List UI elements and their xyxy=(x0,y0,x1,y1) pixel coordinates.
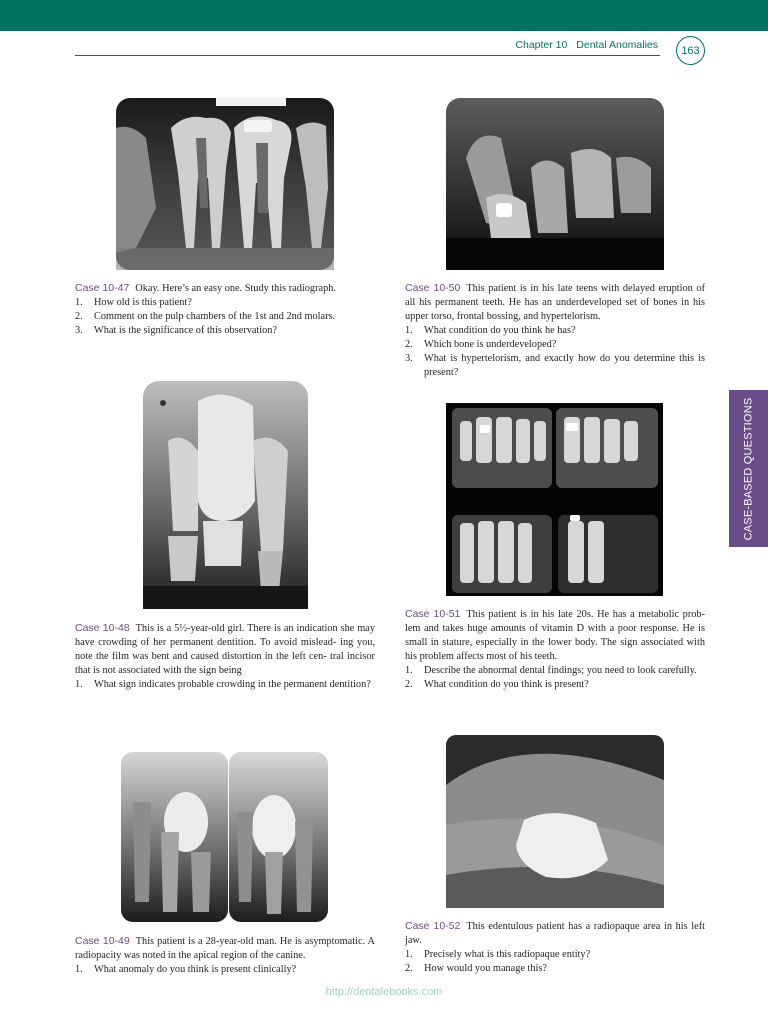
question-list xyxy=(75,963,375,977)
chapter-title: Dental Anomalies xyxy=(576,39,658,51)
question-item xyxy=(405,352,705,380)
question-text: Comment on the pulp chambers of the 1st and 2nd molars. xyxy=(94,311,336,322)
section-side-tab xyxy=(729,390,768,547)
case-label: Case 10-49 xyxy=(75,935,130,947)
radiograph-case-10-50 xyxy=(446,98,664,270)
radiograph-case-10-47 xyxy=(116,98,334,270)
question-list xyxy=(405,324,705,380)
case-10-50 xyxy=(405,281,705,380)
question-text: How would you manage this? xyxy=(424,963,547,974)
question-list xyxy=(75,678,375,692)
case-intro xyxy=(405,281,705,324)
question-number: 2. xyxy=(405,679,413,690)
question-item xyxy=(75,310,365,324)
case-intro xyxy=(75,621,375,678)
page-number-badge xyxy=(676,36,705,65)
question-item xyxy=(405,962,705,976)
header-rule xyxy=(75,55,660,56)
question-item xyxy=(75,963,375,977)
case-10-48 xyxy=(75,621,375,692)
radiograph-case-10-49-left xyxy=(121,752,228,922)
case-10-51 xyxy=(405,607,705,692)
case-intro xyxy=(75,281,365,296)
case-label: Case 10-48 xyxy=(75,622,130,634)
question-text: What sign indicates probable crowding in the permanent dentition? xyxy=(94,679,371,690)
case-label: Case 10-47 xyxy=(75,282,130,294)
question-number: 1. xyxy=(75,297,83,308)
question-number: 1. xyxy=(405,665,413,676)
question-number: 3. xyxy=(75,325,83,336)
case-intro-text: This patient is in his late 20s. He has a metabolic prob- lem and takes huge amounts of vitamin D with a poor response. He is small in stature, especially in the lower body. The sign associated with his problem affects most of his teeth. xyxy=(405,609,705,662)
question-text: What condition do you think is present? xyxy=(424,679,589,690)
question-item xyxy=(405,324,705,338)
question-text: Describe the abnormal dental findings; you need to look carefully. xyxy=(424,665,697,676)
radiograph-case-10-51 xyxy=(446,403,663,596)
question-number: 2. xyxy=(405,963,413,974)
question-text: Which bone is underdeveloped? xyxy=(424,339,557,350)
case-label: Case 10-52 xyxy=(405,920,461,932)
page-number: 163 xyxy=(681,44,700,57)
question-item xyxy=(75,324,365,338)
question-list xyxy=(75,296,365,338)
question-item xyxy=(405,338,705,352)
radiograph-case-10-48 xyxy=(143,381,308,609)
question-item xyxy=(75,678,375,692)
case-intro-text: This edentulous patient has a radiopaque area in his left jaw. xyxy=(405,921,705,946)
case-10-47 xyxy=(75,281,365,338)
question-number: 1. xyxy=(405,325,413,336)
chapter-number: Chapter 10 xyxy=(515,39,568,51)
question-number: 1. xyxy=(75,679,83,690)
question-text: What anomaly do you think is present clinically? xyxy=(94,964,297,975)
case-intro xyxy=(75,934,375,963)
footer-website-link[interactable] xyxy=(0,986,768,998)
question-number: 3. xyxy=(405,353,413,364)
radiograph-case-10-52 xyxy=(446,735,664,908)
question-text: Precisely what is this radiopaque entity? xyxy=(424,949,591,960)
case-intro-text: This patient is a 28-year-old man. He is asymptomatic. A radiopacity was noted in the apical region of the canine. xyxy=(75,936,375,961)
running-header xyxy=(515,39,658,51)
question-number: 2. xyxy=(405,339,413,350)
radiograph-case-10-49-right xyxy=(229,752,328,922)
question-number: 1. xyxy=(405,949,413,960)
question-number: 1. xyxy=(75,964,83,975)
side-tab-label: CASE-BASED QUESTIONS xyxy=(742,397,755,540)
question-text: What is hypertelorism, and exactly how do you determine this is present? xyxy=(424,353,705,378)
case-10-52 xyxy=(405,919,705,976)
question-list xyxy=(405,948,705,976)
case-10-49 xyxy=(75,934,375,977)
question-item xyxy=(405,664,705,678)
case-label: Case 10-51 xyxy=(405,608,461,620)
footer-link-text[interactable]: http://dentalebooks.com xyxy=(325,986,443,998)
question-item xyxy=(405,678,705,692)
top-color-bar xyxy=(0,0,768,31)
case-intro xyxy=(405,919,705,948)
case-intro-text: This patient is in his late teens with delayed eruption of all his permanent teeth. He has an underdeveloped set of bones in his upper torso, frontal bossing, and hypertelorism. xyxy=(405,283,705,322)
question-item xyxy=(405,948,705,962)
question-item xyxy=(75,296,365,310)
question-list xyxy=(405,664,705,692)
case-label: Case 10-50 xyxy=(405,282,461,294)
case-intro xyxy=(405,607,705,664)
case-intro-text: This is a 5½-year-old girl. There is an indication she may have crowding of her permanent dentition. To avoid mislead- ing you, note the film was bent and caused distortion in the left cen- tral incisor that is not associated with the sign being xyxy=(75,623,375,676)
case-intro-text: Okay. Here’s an easy one. Study this radiograph. xyxy=(135,283,336,294)
question-number: 2. xyxy=(75,311,83,322)
question-text: What is the significance of this observation? xyxy=(94,325,278,336)
question-text: How old is this patient? xyxy=(94,297,192,308)
question-text: What condition do you think he has? xyxy=(424,325,576,336)
